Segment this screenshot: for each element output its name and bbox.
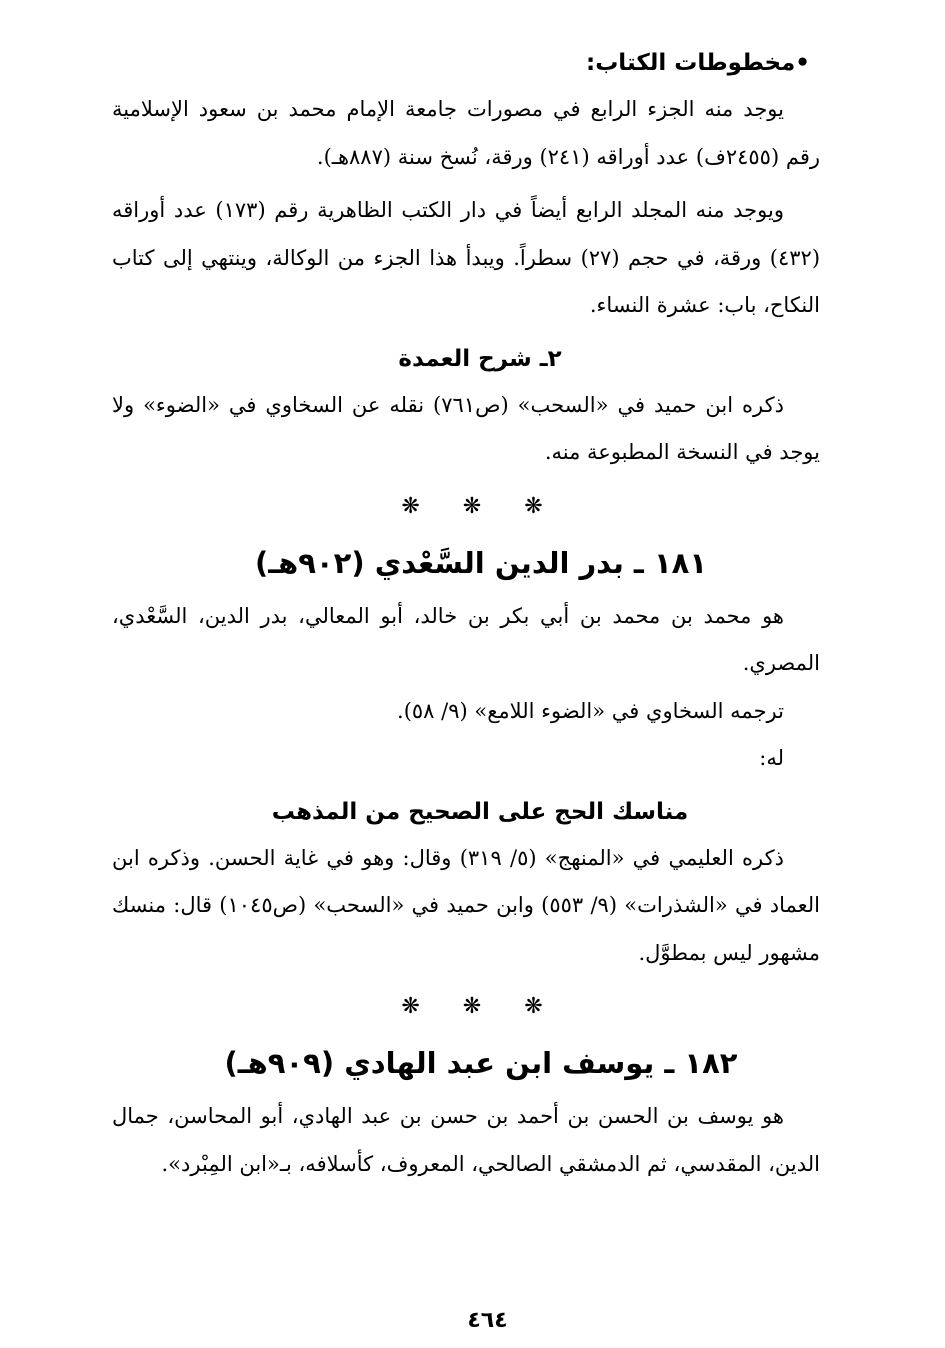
manuscripts-paragraph-2 [112,187,820,330]
entry-181-paragraph-1 [112,593,820,688]
entry-181-has-label: له: [759,746,784,770]
manuscripts-paragraph-1-text: يوجد منه الجزء الرابع في مصورات جامعة الإمام محمد بن سعود الإسلامية رقم (٢٤٥٥ف) عدد أوراقه (٢٤١) ورقة، نُسخ سنة (٨٨٧هـ). [112,97,820,169]
entry-181-work-heading: مناسك الحج على الصحيح من المذهب [271,798,689,825]
page-number: ٤٦٤ [467,1308,508,1333]
manuscripts-heading: •مخطوطات الكتاب: [586,50,810,76]
work-2-paragraph [112,382,820,477]
entry-182-paragraph-1-text: هو يوسف بن الحسن بن أحمد بن حسن بن عبد الهادي، أبو المحاسن، جمال الدين، المقدسي، ثم الدمشقي الصالحي، المعروف، كأسلافه، بـ«ابن المِبْرد». [112,1104,820,1176]
entry-181-work-paragraph-text: ذكره العليمي في «المنهج» (٥/ ٣١٩) وقال: وهو في غاية الحسن. وذكره ابن العماد في «الشذرات» (٩/ ٥٥٣) وابن حميد في «السحب» (ص١٠٤٥) قال: منسك مشهور ليس بمطوَّل. [112,845,820,965]
entry-181-title: ١٨١ ـ بدر الدين السَّعْدي (٩٠٢هـ) [254,545,708,580]
manuscripts-paragraph-1 [112,86,820,181]
entry-182-paragraph-1 [112,1093,820,1188]
entry-181-paragraph-2: ترجمه السخاوي في «الضوء اللامع» (٩/ ٥٨). [397,698,784,723]
work-2-paragraph-text: ذكره ابن حميد في «السحب» (ص٧٦١) نقله عن السخاوي في «الضوء» ولا يوجد في النسخة المطبوعة منه. [112,392,820,464]
entry-181-work-paragraph [112,835,820,978]
entry-182-title: ١٨٢ ـ يوسف ابن عبد الهادي (٩٠٩هـ) [224,1046,738,1080]
entry-181-paragraph-1-text: هو محمد بن محمد بن أبي بكر بن خالد، أبو المعالي، بدر الدين، السَّعْدي، المصري. [112,603,820,675]
manuscripts-paragraph-2-text: ويوجد منه المجلد الرابع أيضاً في دار الكتب الظاهرية رقم (١٧٣) عدد أوراقه (٤٣٢) ورقة، في حجم (٢٧) سطراً. ويبدأ هذا الجزء من الوكالة، وينتهي إلى كتاب النكاح، باب: عشرة النساء. [112,198,821,317]
section-separator-2: ❋ ❋ ❋ [401,994,561,1019]
section-separator-1: ❋ ❋ ❋ [401,493,561,519]
work-2-heading: ٢ـ شرح العمدة [398,345,562,372]
